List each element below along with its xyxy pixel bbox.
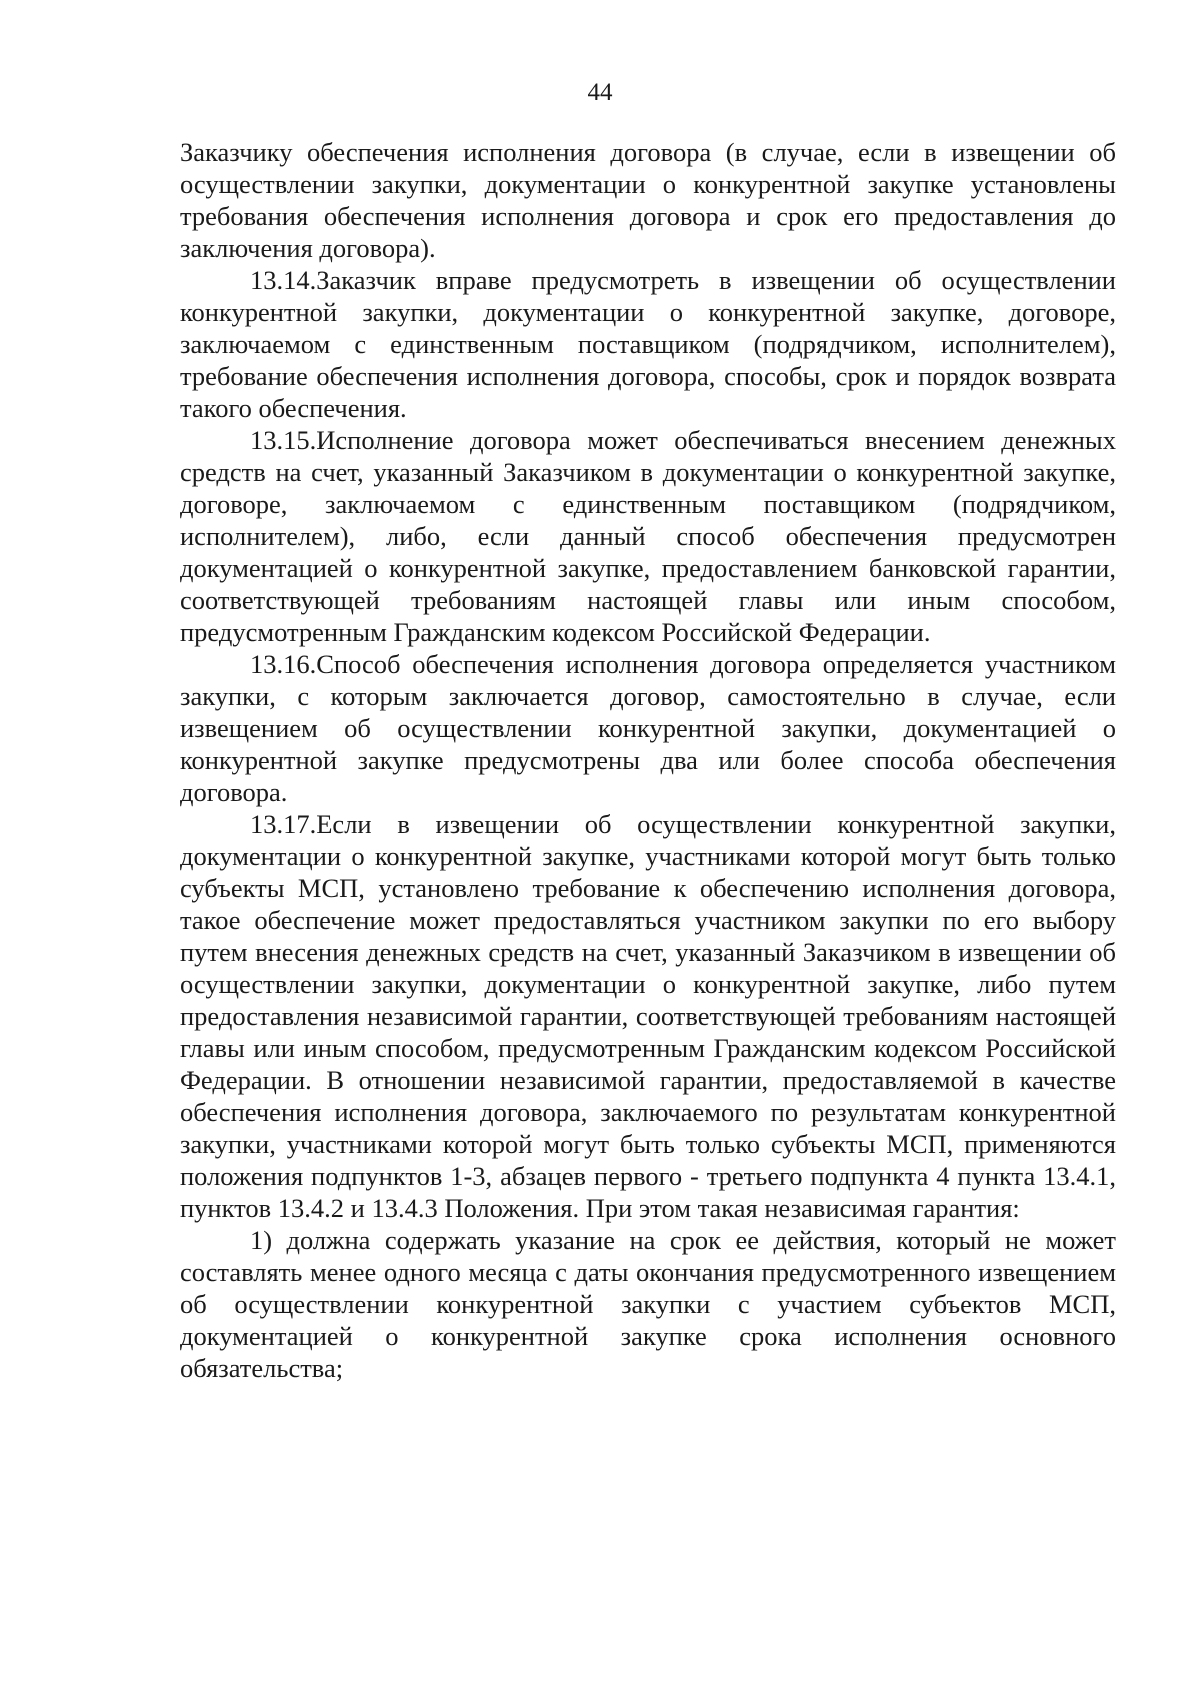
paragraph-13-16: 13.16.Способ обеспечения исполнения договора определяется участником закупки, с которым заключается договор, самостоятельно в случае, если извещением об осуществлении конкурентной закупки, документацией о конкурентной закупке предусмотрены два или более способа обеспечения договора.: [180, 649, 1116, 807]
paragraph-13-15: 13.15.Исполнение договора может обеспечиваться внесением денежных средств на счет, указанный Заказчиком в документации о конкурентной закупке, договоре, заключаемом с единственным поставщиком (подрядчиком, исполнителем), либо, если данный способ обеспечения предусмотрен документацией о конкурентной закупке, предоставлением банковской гарантии, соответствующей требованиям настоящей главы или иным способом, предусмотренным Гражданским кодексом Российской Федерации.: [180, 425, 1116, 647]
paragraph-13-17: 13.17.Если в извещении об осуществлении конкурентной закупки, документации о конкурентной закупке, участниками которой могут быть только субъекты МСП, установлено требование к обеспечению исполнения договора, такое обеспечение может предоставляться участником закупки по его выбору путем внесения денежных средств на счет, указанный Заказчиком в извещении об осуществлении закупки, документации о конкурентной закупке, либо путем предоставления независимой гарантии, соответствующей требованиям настоящей главы или иным способом, предусмотренным Гражданским кодексом Российской Федерации. В отношении независимой гарантии, предоставляемой в качестве обеспечения исполнения договора, заключаемого по результатам конкурентной закупки, участниками которой могут быть только субъекты МСП, применяются положения подпунктов 1-3, абзацев первого - третьего подпункта 4 пункта 13.4.1, пунктов 13.4.2 и 13.4.3 Положения. При этом такая независимая гарантия:: [180, 809, 1116, 1223]
paragraph-item-1: 1) должна содержать указание на срок ее действия, который не может составлять менее одного месяца с даты окончания предусмотренного извещением об осуществлении конкурентной закупки с участием субъектов МСП, документацией о конкурентной закупке срока исполнения основного обязательства;: [180, 1225, 1116, 1383]
paragraph-13-14: 13.14.Заказчик вправе предусмотреть в извещении об осуществлении конкурентной закупки, документации о конкурентной закупке, договоре, заключаемом с единственным поставщиком (подрядчиком, исполнителем), требование обеспечения исполнения договора, способы, срок и порядок возврата такого обеспечения.: [180, 265, 1116, 423]
document-body: [180, 136, 1116, 1384]
paragraph-continuation: Заказчику обеспечения исполнения договора (в случае, если в извещении об осуществлении закупки, документации о конкурентной закупке установлены требования обеспечения исполнения договора и срок его предоставления до заключения договора).: [180, 137, 1116, 263]
page-number: 44: [587, 79, 613, 106]
